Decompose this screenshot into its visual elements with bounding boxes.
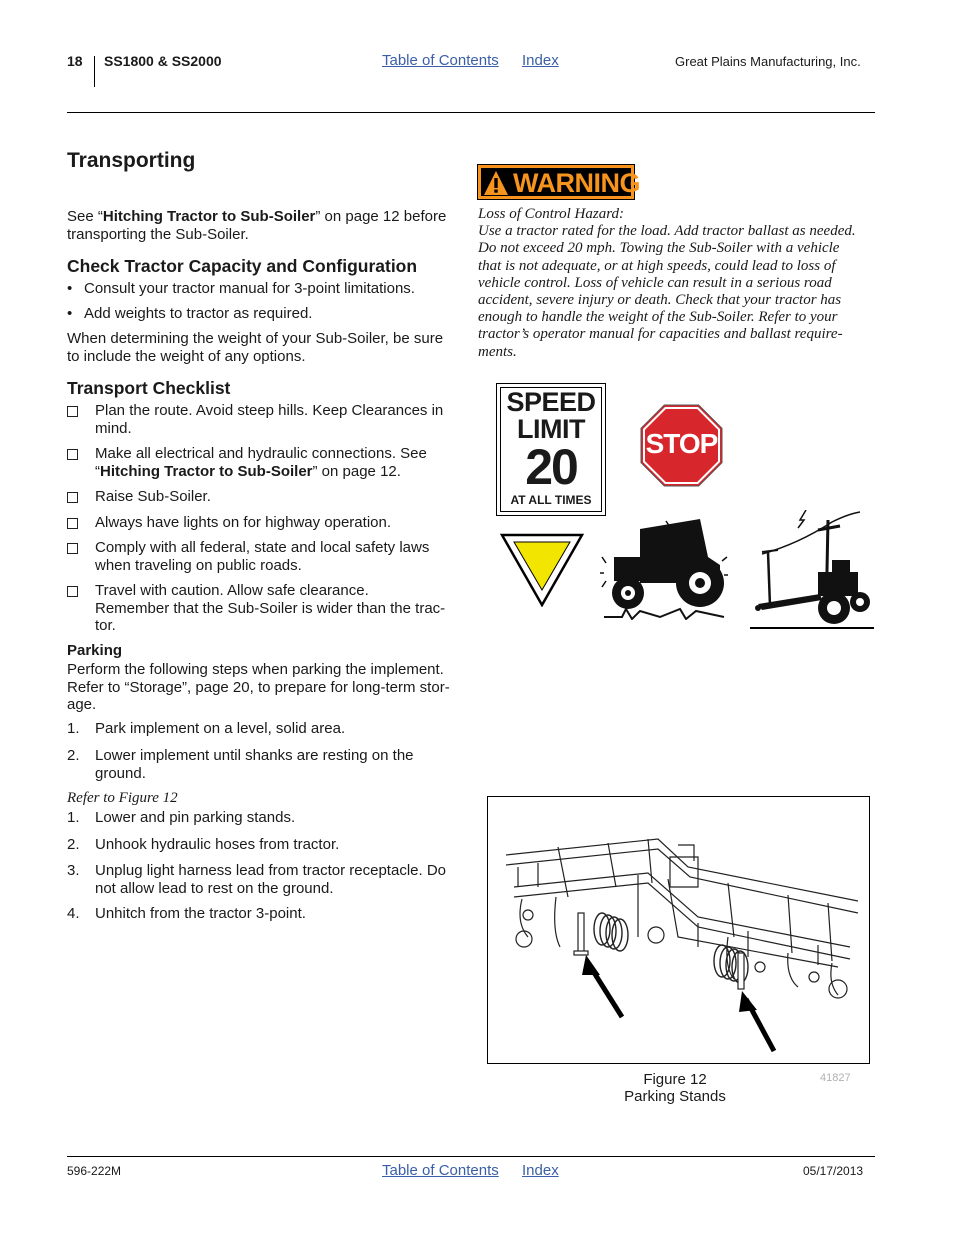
checkbox-icon (67, 518, 78, 529)
warning-line: enough to handle the weight of the Sub-Soiler. Refer to your (478, 309, 838, 326)
stop-sign (640, 404, 723, 487)
checklist-link-text: Hitching Tractor to Sub-Soiler (100, 462, 313, 480)
speed-limit-word: SPEED (506, 387, 596, 417)
speed-limit-sign (496, 383, 606, 516)
warning-word: WARNING (513, 168, 640, 198)
checkbox-icon (67, 406, 78, 417)
figure-reference: Refer to Figure 12 (67, 790, 178, 806)
warning-line: that is not adequate, or at high speeds, could lead to loss of (478, 257, 836, 274)
intro-text-line2: transporting the Sub-Soiler. (67, 225, 249, 243)
warning-line: Use a tractor rated for the load. Add tractor ballast as needed. (478, 223, 856, 240)
parking-paragraph-line: Refer to “Storage”, page 20, to prepare for long-term stor- (67, 678, 450, 696)
hazard-title: Loss of Control Hazard: (478, 206, 625, 222)
warning-line: ments. (478, 343, 517, 360)
checklist-text: Raise Sub-Soiler. (95, 488, 211, 505)
page-title: Transporting (67, 149, 196, 172)
intro-paragraph (67, 208, 467, 243)
checkbox-icon (67, 449, 78, 460)
step-number: 3. (67, 862, 80, 879)
bullet-text: Consult your tractor manual for 3-point limitations. (84, 280, 415, 297)
step-number: 2. (67, 836, 80, 853)
capacity-paragraph-line: When determining the weight of your Sub-Soiler, be sure (67, 330, 444, 347)
bullet-marker: • (67, 305, 73, 322)
step-text: not allow lead to rest on the ground. (95, 879, 334, 897)
header-divider (94, 56, 95, 87)
limit-word: LIMIT (517, 414, 585, 444)
tractor-slipping-icon (600, 517, 728, 620)
step-number: 1. (67, 720, 80, 737)
checklist-text: Plan the route. Avoid steep hills. Keep Clearances in (95, 402, 444, 419)
checklist-text: Remember that the Sub-Soiler is wider than the trac- (95, 599, 446, 617)
company-name: Great Plains Manufacturing, Inc. (675, 54, 861, 69)
yield-sign-icon (500, 533, 584, 607)
figure-image-number: 41827 (820, 1072, 851, 1084)
step-number: 2. (67, 747, 80, 764)
checklist-text: when traveling on public roads. (95, 556, 302, 574)
checklist-text: Always have lights on for highway operation. (95, 514, 392, 531)
checklist-heading: Transport Checklist (67, 378, 231, 398)
intro-link-text: Hitching Tractor to Sub-Soiler (102, 208, 316, 225)
warning-line: vehicle control. Loss of vehicle can result in a serious road (478, 274, 832, 291)
step-text: Lower implement until shanks are resting on the (95, 747, 414, 764)
capacity-paragraph-line: to include the weight of any options. (67, 347, 306, 365)
step-text: Unhook hydraulic hoses from tractor. (95, 836, 340, 853)
toc-link[interactable]: Table of Contents (382, 52, 499, 69)
figure-frame (487, 796, 870, 1064)
step-number: 1. (67, 809, 80, 826)
warning-text (478, 206, 878, 361)
doc-number: 596-222M (67, 1164, 122, 1178)
warning-line: Do not exceed 20 mph. Towing the Sub-Soiler with a vehicle (478, 240, 840, 257)
checkbox-icon (67, 586, 78, 597)
figure-label: Figure 12 (643, 1071, 707, 1088)
bullet-text: Add weights to tractor as required. (84, 305, 313, 322)
warning-triangle-icon (483, 170, 509, 196)
model-title: SS1800 & SS2000 (104, 53, 222, 69)
at-all-times: AT ALL TIMES (510, 493, 592, 507)
footer-rule (67, 1156, 875, 1157)
footer-toc-link[interactable]: Table of Contents (382, 1162, 499, 1179)
speed-value: 20 (525, 439, 577, 495)
header-rule (67, 112, 875, 113)
step-text: Park implement on a level, solid area. (95, 720, 346, 737)
warning-line: accident, severe injury or death. Check that your tractor has (478, 292, 842, 309)
step-text: Lower and pin parking stands. (95, 809, 296, 826)
capacity-heading: Check Tractor Capacity and Configuration (67, 256, 418, 276)
checklist-text: Travel with caution. Allow safe clearance. (95, 582, 369, 599)
figure-caption: Parking Stands (624, 1088, 726, 1105)
checklist-text: tor. (95, 617, 116, 634)
checkbox-icon (67, 492, 78, 503)
intro-text-pre: See “ (67, 208, 103, 225)
footer-date: 05/17/2013 (803, 1164, 864, 1178)
warning-line: tractor’s operator manual for capacities and ballast require- (478, 326, 843, 343)
index-link[interactable]: Index (522, 52, 559, 69)
footer-index-link[interactable]: Index (522, 1162, 559, 1179)
parking-heading: Parking (67, 642, 123, 659)
checklist-text: Comply with all federal, state and local safety laws (95, 539, 430, 556)
parking-paragraph-line: age. (67, 696, 97, 713)
bullet-marker: • (67, 280, 73, 297)
checklist-text: “ (95, 462, 100, 480)
sub-soiler-parking-stands-illustration (498, 827, 860, 1057)
warning-label (477, 164, 640, 200)
step-text: Unhitch from the tractor 3-point. (95, 905, 306, 922)
tractor-powerline-icon (748, 510, 876, 630)
page-number: 18 (67, 53, 83, 69)
parking-paragraph (67, 661, 472, 714)
checklist-text: mind. (95, 419, 132, 437)
capacity-paragraph (67, 330, 467, 365)
checklist-text: Make all electrical and hydraulic connections. See (95, 445, 427, 462)
step-text: Unplug light harness lead from tractor receptacle. Do (95, 862, 447, 879)
intro-text-post: ” on page 12 before (315, 208, 447, 225)
warning-label-inner (481, 168, 640, 198)
step-text: ground. (95, 764, 146, 782)
checkbox-icon (67, 543, 78, 554)
stop-word: STOP (645, 428, 718, 459)
checklist-text: ” on page 12. (312, 462, 401, 480)
parking-paragraph-line: Perform the following steps when parking the implement. (67, 661, 444, 678)
step-number: 4. (67, 905, 80, 922)
